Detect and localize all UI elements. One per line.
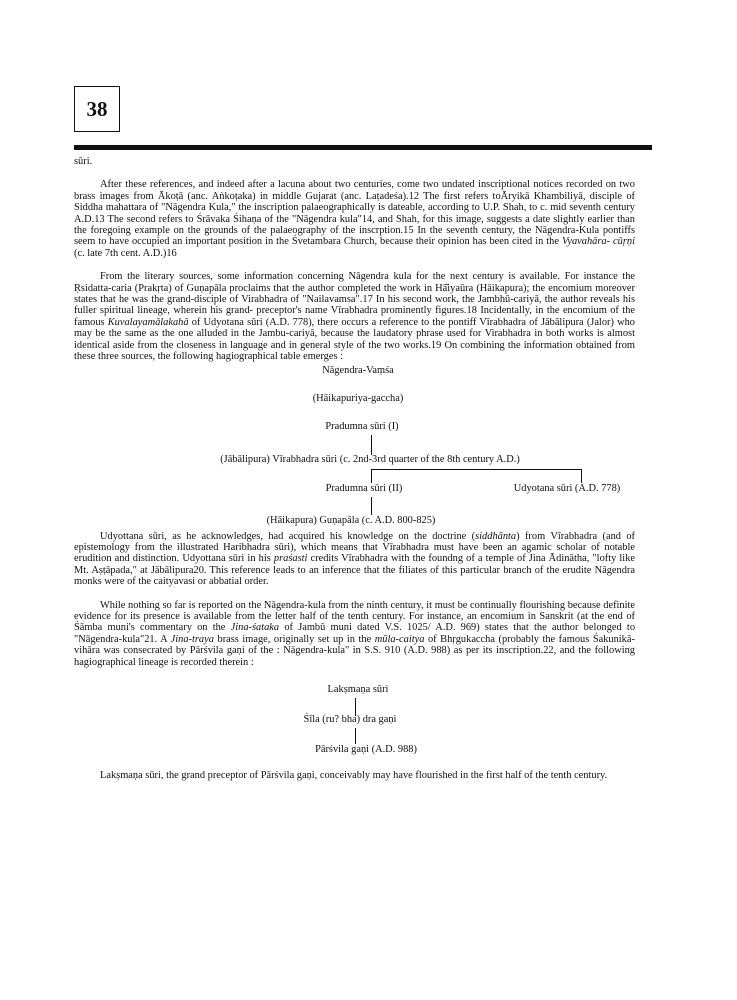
page-number: 38 [86, 96, 108, 121]
tree2-top: Lakṣmaṇa sūri [327, 683, 389, 695]
tree1-pradumna-2: Pradumna sūri (II) [325, 482, 403, 494]
lineage-table-2 [74, 668, 635, 764]
paragraph-3: Udyottana sūri, as he acknowledges, had acquired his knowledge on the doctrine (siddhānta) from Vīrabhadra (and of epistemology from the illustrated Haribhadra sūri), which means that Vīrabhadra must have been an agamic scholar of notable erudition and distinction. Udyottana sūri in his praśasti credits Vīrabhadra with the foundng of a temple of Jina Ādinātha, "lofty like Mt. Aṣṭāpada," at Jābālipura20. This reference leads to an inference that the filiates of this particular branch of the erudite Nāgendra monks were of the caityavasi or abbatial order. [74, 530, 636, 588]
tree2-bottom: Pārśvila gaṇi (A.D. 988) [315, 743, 417, 755]
tree2-mid: Śīla (ru? bha) dra gaṇi [303, 713, 397, 725]
lineage-table-1 [74, 363, 635, 525]
opening-line: sūri. [74, 156, 93, 167]
header-rule [74, 145, 652, 150]
tree1-root: Nāgendra-Vaṃśa [322, 364, 394, 376]
tree1-virabhadra: (Jābālipura) Vīrabhadra sūri (c. 2nd-3rd quarter of the 8th century A.D.) [220, 453, 520, 465]
body-text [74, 156, 635, 781]
paragraph-5: Lakṣmaṇa sūri, the grand preceptor of Pārśvila gaṇi, conceivably may have flourished in the first half of the tenth century. [100, 769, 608, 781]
tree1-line-d [371, 497, 372, 515]
tree1-branch-line [371, 469, 582, 470]
tree1-pradumna-1: Pradumna sūri (I) [325, 420, 399, 432]
tree1-gaccha: (Hāikapuriya-gaccha) [312, 392, 404, 404]
paragraph-4: While nothing so far is reported on the Nāgendra-kula from the ninth century, it must be continually flourishing because definite evidence for its presence is available from the letter half of the tenth century. For instance, an encomium in Sanskrit (at the end of Śāmba muni's commentary on the Jina-śataka of Jambū muni dated V.S. 1025/ A.D. 969) states that the author belonged to "Nāgendra-kula"21. A Jina-traya brass image, originally set up in the mūla-caitya of Bhṛgukaccha (probably the famous Śakunikā-vihāra was consecrated by Pārśvila gaṇi of the : Nāgendra-kula" in S.S. 910 (A.D. 988) as per its inscription.22, and the following hagiographical lineage is recorded therein : [74, 599, 636, 668]
tree1-line-a [371, 435, 372, 455]
page-number-box [74, 86, 120, 132]
tree1-line-b [371, 469, 372, 483]
paragraph-2: From the literary sources, some information concerning Nāgendra kula for the next century is available. For instance the Ṛsidatta-caria (Prakṛta) of Guṇapāla proclaims that the author completed the work in Hā̆iyaūra (Hāikapura); the encomium moreover states that he was the grand-disciple of Virabhadra of "Nailavamsa".17 In his second work, the Jambhū-cariyā, the author reveals his fuller spiritual lineage, wherein his grand- preceptor's name Vīrabhadra prominently figures.18 Incidentally, in the encomium of the famous Kuvalayamālakahā of Udyotana sūri (A.D. 778), there occurs a reference to the pontiff Vīrabhadra of Jābālipura (Jalor) who may be the same as the one alluded in the Jambu-cariyā, because the laudatory phrase used for Virabhadra in both works is almost identical aside from the closeness in language and in general style of the two works.19 On combining the information obtained from these three sources, the following hagiographical table emerges : [74, 271, 635, 363]
tree2-line-b [355, 728, 356, 744]
paragraph-1: After these references, and indeed after a lacuna about two centuries, come two undated inscriptional notices recorded on two brass images from Ākoṭā (anc. Aṅkoṭaka) in middle Gujarat (anc. Laṭadeśa).12 The first refers toĀryikā Khambiliyā, disciple of Siddha mahattara of "Nāgendra Kula," the inscription palaeographically is dateable, according to U.P. Shah, to c. mid seventh century A.D.13 The second refers to Śrāvaka Śihaṇa of the "Nāgendra kula"14, and Shah, for this image, suggests a date slightly earlier than the foregoing example on the grounds of the palaeography of the inscrption.15 In the seventh century, the Nāgendra-Kula pontiffs seem to have occupied an important position in the Śvetambara Church, because their opinion has been cited in the Vyavahāra- cūṛṇi (c. late 7th cent. A.D.)16 [74, 179, 635, 259]
tree1-line-c [581, 469, 582, 483]
tree1-gunapala: (Hāikapura) Guṇapāla (c. A.D. 800-825) [266, 514, 436, 526]
tree1-udyotana: Udyotana sūri (A.D. 778) [513, 482, 621, 494]
